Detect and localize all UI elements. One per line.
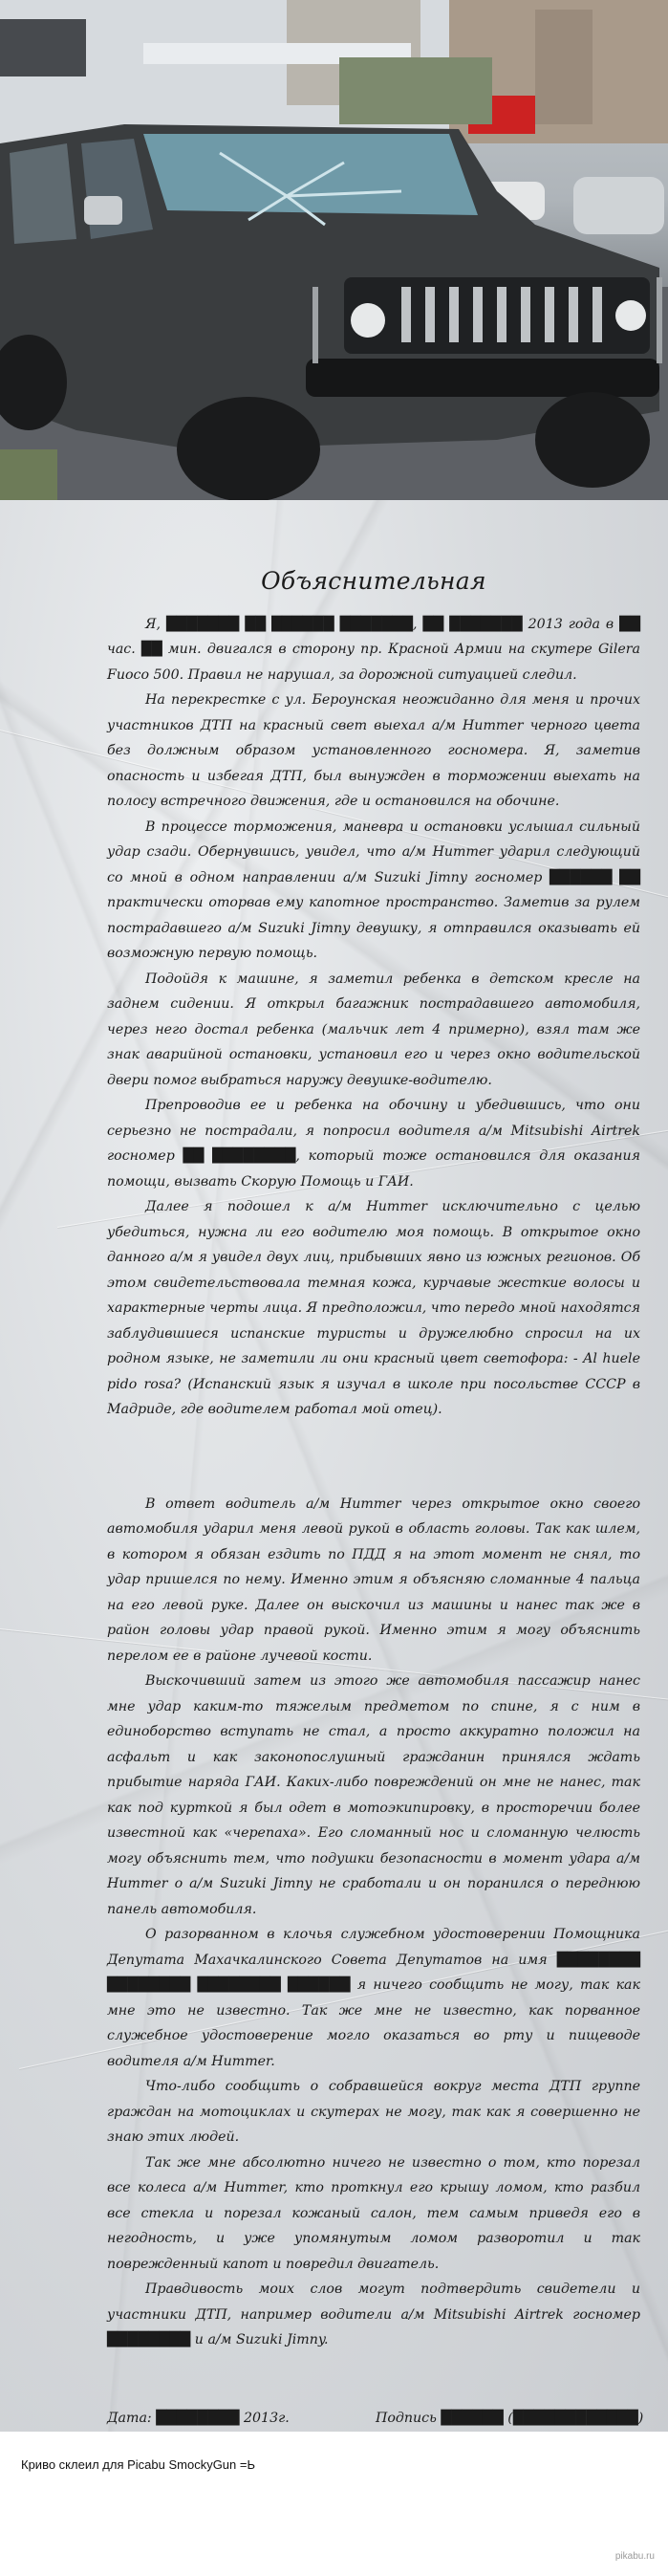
document-paragraph: Далее я подошел к а/м Hummer исключительно с целью убедиться, нужна ли его водителю моя помощь. В открытое окно данного а/м я увидел двух лиц, прибывших явно из южных регионов. Об этом свидетельствовала темная кожа, курчавые жесткие волосы и характерные черты лица. Я предположил, что передо мной находятся заблудившиеся испанские туристы и дружелюбно спросил на их родном языке, не заметили ли они красный цвет светофора: - Al huele pido rosa? (Испанский язык я изучал в школе при посольстве СССР в Мадриде, где водителем работал мой отец). xyxy=(107,1199,640,1417)
site-watermark: pikabu.ru xyxy=(614,2551,655,2562)
document-title: Объяснительная xyxy=(261,567,486,595)
document-paragraph: Что-либо сообщить о собравшейся вокруг места ДТП группе граждан на мотоциклах и скутерах не могу, так как я совершенно не знаю этих людей. xyxy=(107,2079,640,2145)
document-paragraph: Правдивость моих слов могут подтвердить свидетели и участники ДТП, например водители а/м Mitsubishi Airtrek госномер ████████ и а/м Suzuki Jimny. xyxy=(107,2281,640,2347)
document-paragraph: Препроводив ее и ребенка на обочину и убедившись, что они серьезно не пострадали, я попросил водителя а/м Mitsubishi Airtrek госномер ██ ████████, который тоже остановился для оказания помощи, вызвать Скорую Помощь и ГАИ. xyxy=(107,1098,640,1190)
hummer-photo-icon xyxy=(0,0,668,500)
document-paragraph: В ответ водитель а/м Hummer через открытое окно своего автомобиля ударил меня левой рукой в область головы. Так как шлем, в котором я обязан ездить по ПДД я на этот момент не снял, то удар пришелся по нему. Именно этим я объясняю сломанные 4 пальца на его левой руке. Далее он выскочил из машины и нанес так же в район головы удар правой рукой. Именно этим я могу объяснить перелом ее в районе лучевой кости. xyxy=(107,1495,640,1664)
document-paragraph: На перекрестке с ул. Бероунская неожиданно для меня и прочих участников ДТП на красный свет выехал а/м Hummer черного цвета без должным образом установленного госномера. Я, заметив опасность и избегая ДТП, был вынужден в торможении выехать на полосу встречного движения, где и остановился на обочине. xyxy=(107,692,640,809)
crumpled-paper-document xyxy=(0,500,668,2432)
document-paragraph: Я, ███████ ██ ██████ ███████, ██ ███████ 2013 года в ██ час. ██ мин. двигался в сторону пр. Красной Армии на скутере Gilera Fuoco 500. Правил не нарушал, за дорожной ситуацией следил. xyxy=(107,616,640,683)
document-paragraph: Подойдя к машине, я заметил ребенка в детском кресле на заднем сидении. Я открыл багажник пострадавшего автомобиля, через него достал ребенка (мальчик лет 4 примерно), взял там же знак аварийной остановки, установил его и через окно водительской двери помог выбраться наружу девушке-водителю. xyxy=(107,971,640,1088)
document-paragraph: О разорванном в клочья служебном удостоверении Помощника Депутата Махачкалинского Совета Депутатов на имя ████████ ████████ ████████ ██████ я ничего сообщить не могу, так как мне это не известно. Так же мне не известно, как порванное служебное удостоверение могло оказаться во рту и пищеводе водителя а/м Hummer. xyxy=(107,1927,640,2069)
image-caption: Криво склеил для Picabu SmockyGun =Ь xyxy=(21,2457,255,2472)
document-paragraph: Так же мне абсолютно ничего не известно о том, кто порезал все колеса а/м Hummer, кто проткнул его крышу ломом, кто разбил все стекла и порезал кожаный салон, тем самым приведя его в негодность, и уже упомянутым ломом разворотил и так поврежденный капот и повредил двигатель. xyxy=(107,2154,640,2272)
document-paragraph: Выскочивший затем из этого же автомобиля пассажир нанес мне удар каким-то тяжелым предметом по спине, я с ним в единоборство вступать не стал, а просто аккуратно положил на асфальт и как законопослушный гражданин принялся ждать прибытие наряда ГАИ. Каких-либо повреждений он мне не нанес, так как под курткой я был одет в мотоэкипировку, в просторечии более известной как «черепаха». Его сломанный нос и сломанную челюсть могу объяснить тем, что подушки безопасности в момент удара а/м Hummer о а/м Suzuki Jimny не сработали и он поранился о переднюю панель автомобиля. xyxy=(107,1673,640,1917)
explanatory-note xyxy=(107,567,644,2431)
document-paragraph: В процессе торможения, маневра и остановки услышал сильный удар сзади. Обернувшись, увидел, что а/м Hummer ударил следующий со мной в одном направлении а/м Suzuki Jimny госномер ██████ ██ практически оторвав ему капотное пространство. Заметив за рулем пострадавшего а/м Suzuki Jimny девушку, я отправился оказывать ей возможную первую помощь. xyxy=(107,819,640,961)
date-signature-line: Дата: ████████ 2013г. Подпись ██████ (████████████) xyxy=(107,2410,644,2426)
hummer-photo xyxy=(0,0,668,500)
